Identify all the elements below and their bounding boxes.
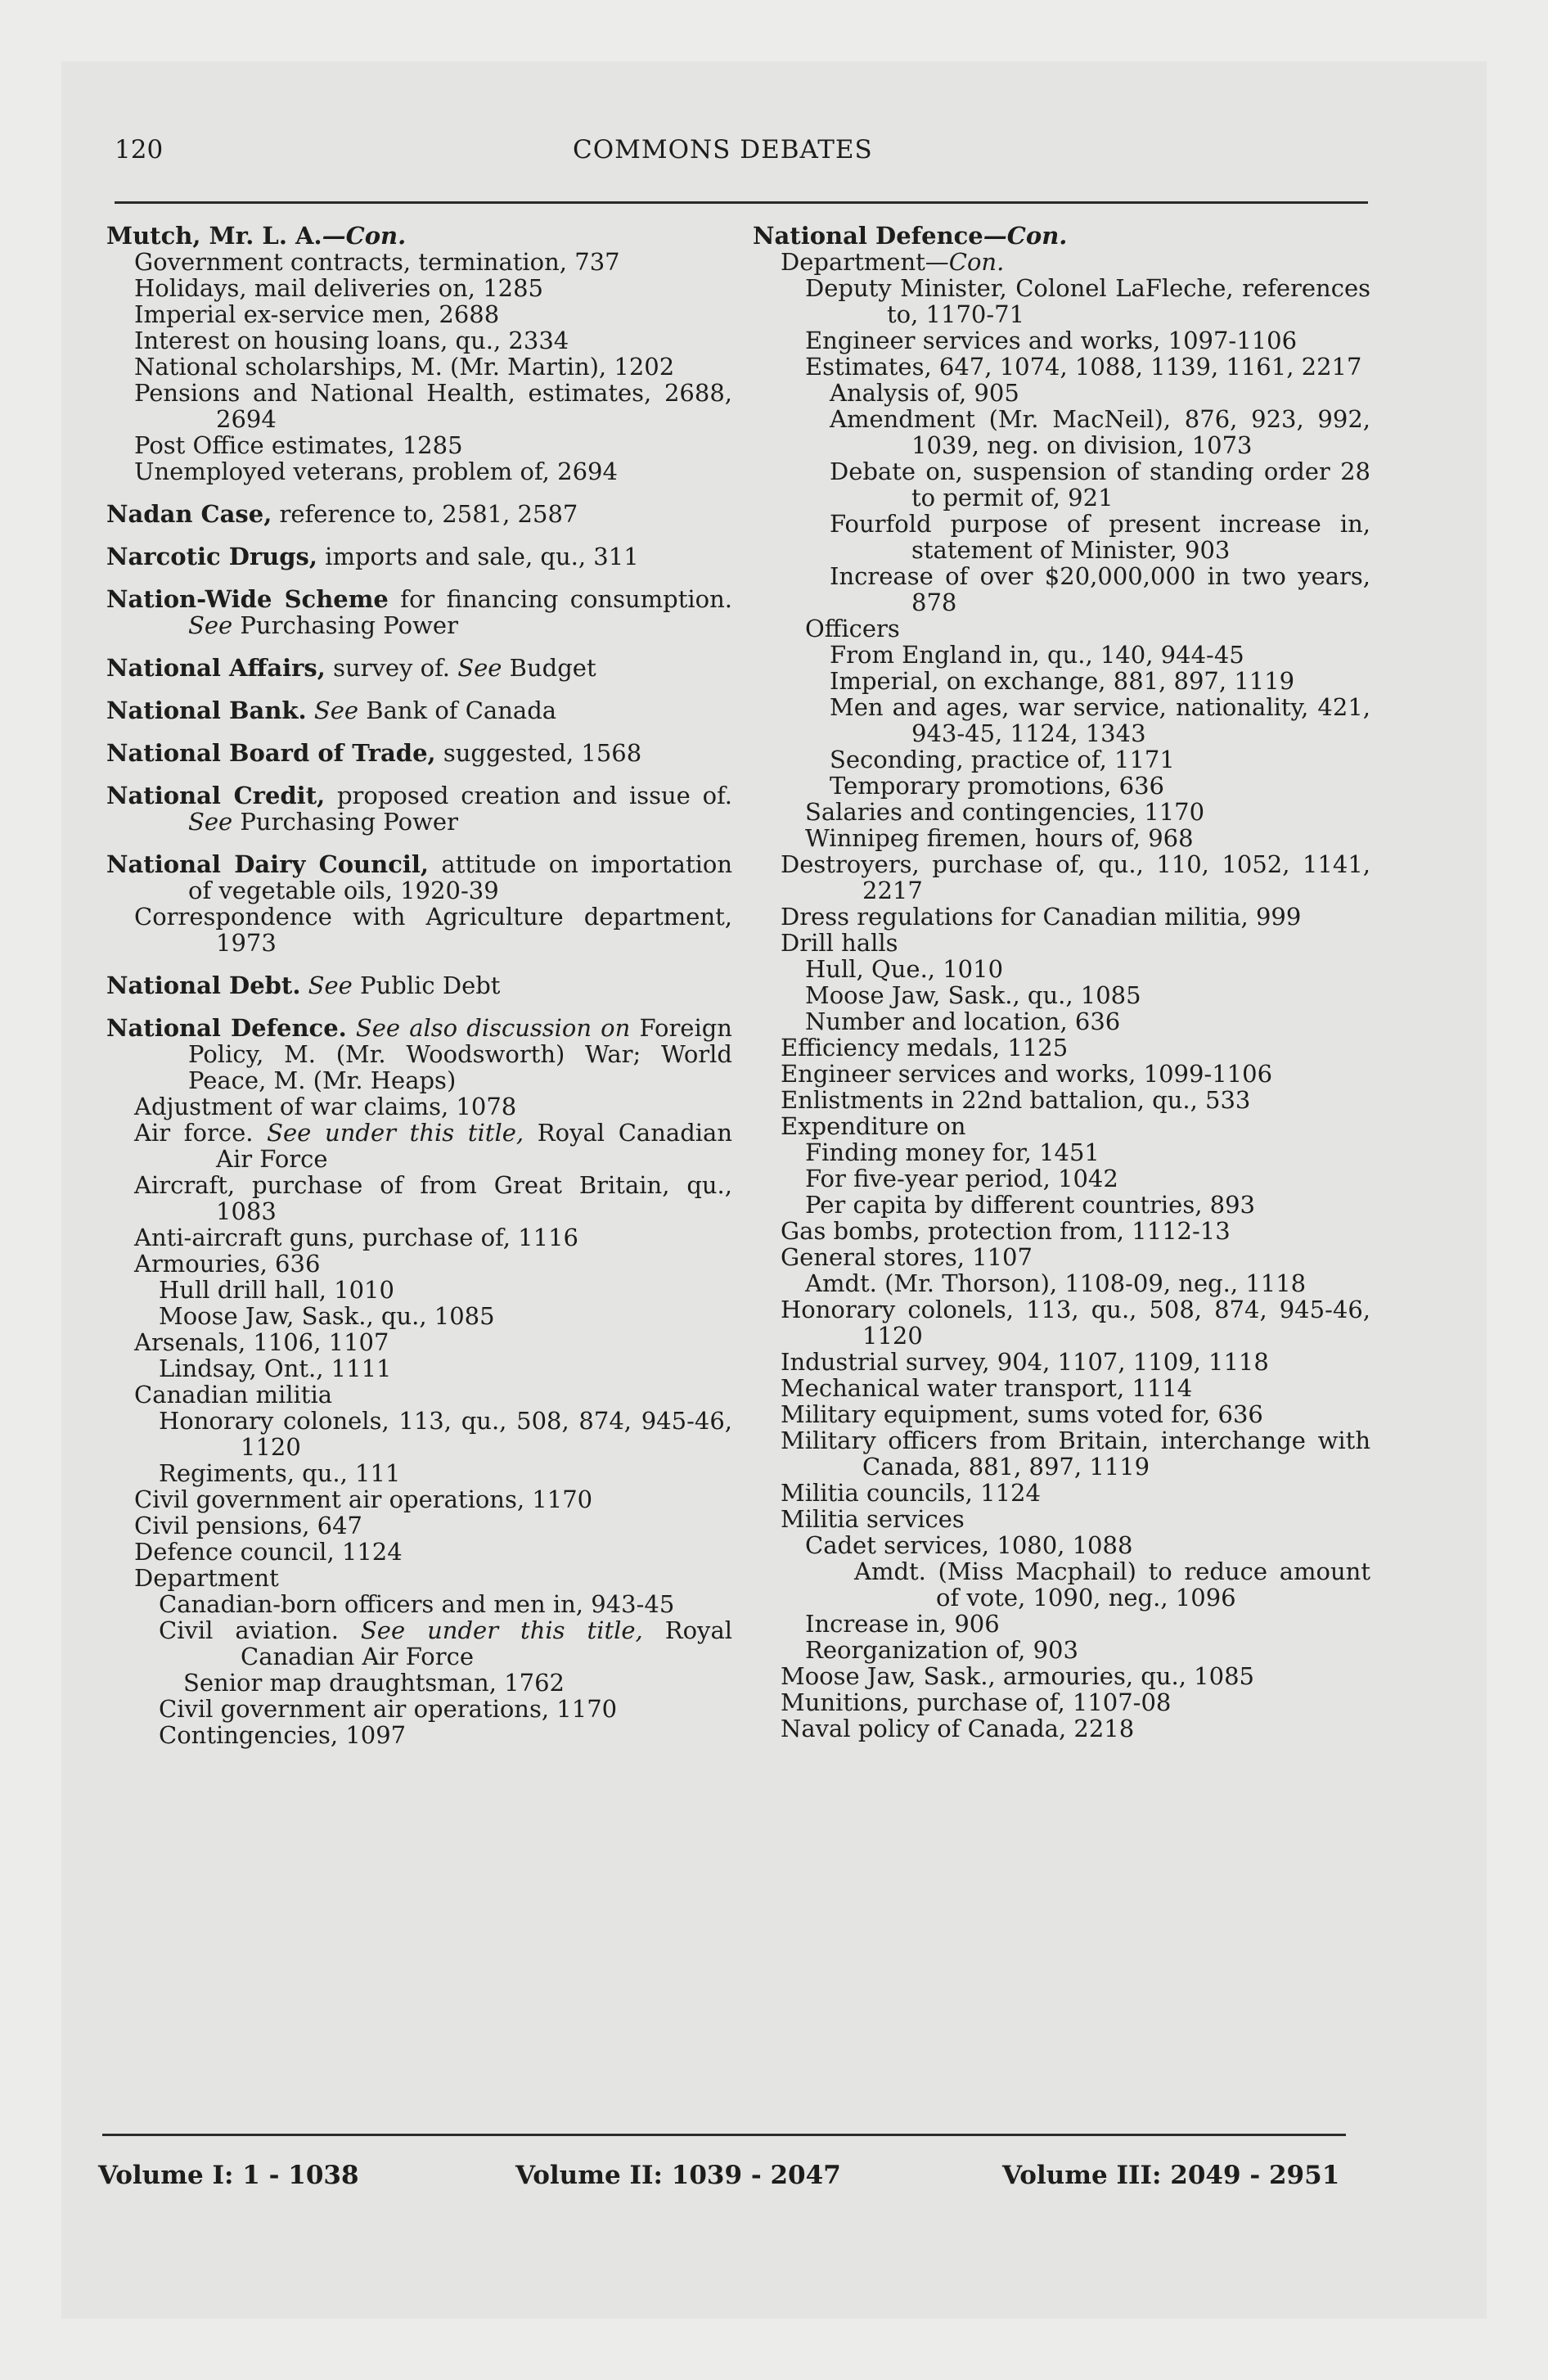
entry-text: Cadet services, 1080, 1088 bbox=[805, 1531, 1133, 1559]
cross-reference: See bbox=[188, 611, 233, 639]
entry-text: Canadian-born officers and men in, 943-45 bbox=[159, 1590, 675, 1618]
entry-text: Engineer services and works, 1097-1106 bbox=[805, 327, 1298, 354]
index-subentry bbox=[753, 1192, 1370, 1218]
index-heading-entry bbox=[106, 586, 732, 638]
index-heading-entry bbox=[106, 223, 732, 249]
entry-text: For five-year period, 1042 bbox=[805, 1165, 1118, 1192]
index-subentry bbox=[106, 904, 732, 956]
entry-text: Moose Jaw, Sask., qu., 1085 bbox=[159, 1302, 495, 1330]
entry-text: Senior map draughtsman, 1762 bbox=[183, 1669, 565, 1697]
index-subentry bbox=[753, 1113, 1370, 1139]
index-subentry bbox=[753, 1506, 1370, 1532]
index-subentry bbox=[753, 1218, 1370, 1244]
index-subentry bbox=[753, 1689, 1370, 1715]
index-subentry bbox=[106, 1696, 732, 1722]
index-heading: National Debt. bbox=[106, 971, 301, 999]
index-heading: National Bank. bbox=[106, 696, 307, 724]
entry-text: Enlistments in 22nd battalion, qu., 533 bbox=[781, 1086, 1251, 1114]
index-subentry bbox=[753, 380, 1370, 406]
entry-text: Department bbox=[134, 1564, 279, 1592]
entry-text: Efficiency medals, 1125 bbox=[781, 1034, 1069, 1062]
entry-text: Defence council, 1124 bbox=[134, 1538, 403, 1566]
index-subentry bbox=[106, 1670, 732, 1696]
index-subentry bbox=[753, 1663, 1370, 1689]
entry-text: Analysis of, 905 bbox=[830, 379, 1019, 407]
entry-text: Salaries and contingencies, 1170 bbox=[805, 798, 1205, 826]
index-subentry bbox=[753, 1008, 1370, 1034]
index-subentry bbox=[753, 825, 1370, 851]
entry-text: Fourfold purpose of present increase in, statement of Minister, 903 bbox=[830, 510, 1370, 564]
index-heading-entry bbox=[106, 972, 732, 998]
cross-reference: See bbox=[308, 971, 353, 999]
index-subentry bbox=[106, 249, 732, 275]
index-subentry bbox=[753, 354, 1370, 380]
index-subentry bbox=[753, 799, 1370, 825]
index-subentry bbox=[106, 432, 732, 458]
index-subentry bbox=[753, 642, 1370, 668]
entry-text: Finding money for, 1451 bbox=[805, 1138, 1100, 1166]
entry-text: Amendment (Mr. MacNeil), 876, 923, 992, 1039, neg. on division, 1073 bbox=[830, 405, 1370, 459]
entry-text: suggested, 1568 bbox=[435, 739, 642, 767]
index-subentry bbox=[106, 1303, 732, 1329]
index-subentry bbox=[753, 851, 1370, 904]
index-subentry bbox=[753, 746, 1370, 773]
entry-text: Contingencies, 1097 bbox=[159, 1721, 407, 1749]
index-subentry bbox=[106, 301, 732, 327]
entry-text: Winnipeg firemen, hours of, 968 bbox=[805, 824, 1194, 852]
index-subentry bbox=[753, 1427, 1370, 1480]
entry-text: General stores, 1107 bbox=[781, 1243, 1033, 1271]
entry-text: Destroyers, purchase of, qu., 110, 1052, 1141, 2217 bbox=[781, 850, 1370, 904]
index-subentry bbox=[106, 1486, 732, 1512]
index-heading-entry bbox=[106, 501, 732, 527]
index-subentry bbox=[106, 380, 732, 432]
entry-text: Pensions and National Health, estimates, 2688, 2694 bbox=[134, 379, 732, 433]
entry-text-continued: Purchasing Power bbox=[232, 611, 458, 639]
index-subentry bbox=[753, 982, 1370, 1008]
index-heading: National Affairs, bbox=[106, 654, 326, 682]
index-subentry bbox=[106, 458, 732, 485]
entry-text: Honorary colonels, 113, qu., 508, 874, 945-46, 1120 bbox=[781, 1296, 1370, 1350]
index-subentry bbox=[106, 354, 732, 380]
entry-text: reference to, 2581, 2587 bbox=[272, 500, 578, 528]
index-subentry bbox=[106, 1382, 732, 1408]
entry-text: Military equipment, sums voted for, 636 bbox=[781, 1400, 1263, 1428]
entry-text-continued: Public Debt bbox=[352, 971, 501, 999]
footer-rule bbox=[102, 2134, 1346, 2136]
left-index-column bbox=[106, 223, 732, 1748]
entry-text: proposed creation and issue of. bbox=[325, 782, 732, 809]
entry-text: Moose Jaw, Sask., qu., 1085 bbox=[805, 981, 1141, 1009]
index-subentry bbox=[753, 1715, 1370, 1742]
index-subentry bbox=[106, 1617, 732, 1670]
index-subentry bbox=[106, 1251, 732, 1277]
footer-volume-3: Volume III: 2049 - 2951 bbox=[1002, 2161, 1340, 2190]
index-heading-entry bbox=[106, 697, 732, 723]
entry-text: Per capita by different countries, 893 bbox=[805, 1191, 1256, 1219]
entry-text: Moose Jaw, Sask., armouries, qu., 1085 bbox=[781, 1662, 1254, 1690]
index-subentry bbox=[753, 406, 1370, 458]
entry-text-continued: Bank of Canada bbox=[358, 696, 557, 724]
index-subentry bbox=[106, 1591, 732, 1617]
entry-text: imports and sale, qu., 311 bbox=[317, 543, 639, 570]
cross-reference: See under this title, bbox=[360, 1616, 643, 1644]
cross-reference: See also discussion on bbox=[355, 1014, 631, 1042]
entry-text: Militia services bbox=[781, 1505, 965, 1533]
index-subentry bbox=[106, 1512, 732, 1539]
entry-text: Civil pensions, 647 bbox=[134, 1512, 362, 1539]
index-subentry bbox=[753, 694, 1370, 746]
entry-text: Lindsay, Ont., 1111 bbox=[159, 1355, 392, 1382]
entry-text: Aircraft, purchase of from Great Britain, qu., 1083 bbox=[134, 1171, 732, 1225]
entry-text: Naval policy of Canada, 2218 bbox=[781, 1715, 1135, 1742]
index-subentry bbox=[753, 1349, 1370, 1375]
index-subentry bbox=[106, 1539, 732, 1565]
entry-text: Mechanical water transport, 1114 bbox=[781, 1374, 1193, 1402]
index-subentry bbox=[753, 1611, 1370, 1637]
index-subentry bbox=[753, 1270, 1370, 1296]
index-heading: National Board of Trade, bbox=[106, 739, 436, 767]
entry-text: Canadian militia bbox=[134, 1381, 333, 1409]
right-index-column bbox=[753, 223, 1370, 1742]
entry-text: Air force. bbox=[134, 1119, 268, 1147]
entry-text: Post Office estimates, 1285 bbox=[134, 431, 463, 459]
entry-text: Arsenals, 1106, 1107 bbox=[134, 1328, 389, 1356]
entry-text: Correspondence with Agriculture department, 1973 bbox=[134, 903, 732, 957]
cross-reference: See bbox=[188, 808, 233, 836]
entry-text: Hull, Que., 1010 bbox=[805, 955, 1004, 983]
entry-text: Expenditure on bbox=[781, 1112, 966, 1140]
entry-text: National scholarships, M. (Mr. Martin), 1202 bbox=[134, 353, 675, 381]
entry-text: survey of. bbox=[325, 654, 458, 682]
entry-text-continued: Royal Canadian Air Force bbox=[241, 1616, 733, 1670]
index-heading-entry bbox=[106, 543, 732, 570]
index-subentry bbox=[106, 1722, 732, 1748]
entry-text: Interest on housing loans, qu., 2334 bbox=[134, 327, 569, 354]
entry-text: Amdt. (Mr. Thorson), 1108-09, neg., 1118 bbox=[805, 1269, 1307, 1297]
entry-text: Increase in, 906 bbox=[805, 1610, 1000, 1638]
page-header bbox=[115, 135, 1366, 176]
index-subentry bbox=[753, 904, 1370, 930]
index-heading: National Dairy Council, bbox=[106, 850, 430, 878]
entry-text: Anti-aircraft guns, purchase of, 1116 bbox=[134, 1224, 578, 1251]
index-subentry bbox=[753, 511, 1370, 563]
index-subentry bbox=[106, 1277, 732, 1303]
entry-text-continued: Purchasing Power bbox=[232, 808, 458, 836]
index-subentry bbox=[106, 1172, 732, 1224]
index-heading-entry bbox=[106, 740, 732, 766]
index-subentry bbox=[106, 1329, 732, 1355]
entry-text: for financing consumption. bbox=[388, 585, 732, 613]
index-subentry bbox=[753, 956, 1370, 982]
footer-volume-2: Volume II: 1039 - 2047 bbox=[515, 2161, 841, 2190]
entry-text: Debate on, suspension of standing order 28 to permit of, 921 bbox=[830, 458, 1370, 512]
header-rule bbox=[115, 201, 1368, 204]
entry-text: Adjustment of war claims, 1078 bbox=[134, 1093, 517, 1120]
index-subentry bbox=[753, 1401, 1370, 1427]
index-heading-entry bbox=[106, 1015, 732, 1093]
index-heading: National Credit, bbox=[106, 782, 326, 809]
entry-text: Deputy Minister, Colonel LaFleche, references to, 1170-71 bbox=[805, 274, 1370, 328]
index-subentry bbox=[753, 1244, 1370, 1270]
index-subentry bbox=[753, 1375, 1370, 1401]
entry-text: Engineer services and works, 1099-1106 bbox=[781, 1060, 1273, 1088]
entry-text: Estimates, 647, 1074, 1088, 1139, 1161, 2217 bbox=[805, 353, 1362, 381]
entry-text-continued: Budget bbox=[502, 654, 596, 682]
entry-text-continued: Royal Canadian Air Force bbox=[216, 1119, 732, 1173]
index-heading: National Defence bbox=[753, 222, 983, 250]
index-heading: Nation-Wide Scheme bbox=[106, 585, 389, 613]
index-subentry bbox=[106, 1355, 732, 1382]
cross-reference: See bbox=[457, 654, 502, 682]
index-subentry bbox=[753, 1558, 1370, 1611]
entry-text bbox=[347, 1014, 356, 1042]
entry-text-continued: Foreign Policy, M. (Mr. Woodsworth) War; World Peace, M. (Mr. Heaps) bbox=[188, 1014, 732, 1094]
index-subentry bbox=[753, 1637, 1370, 1663]
cross-reference: See under this title, bbox=[267, 1119, 524, 1147]
index-subentry bbox=[753, 1087, 1370, 1113]
entry-text: Increase of over $20,000,000 in two years, 878 bbox=[830, 562, 1370, 616]
entry-text: Munitions, purchase of, 1107-08 bbox=[781, 1688, 1172, 1716]
entry-text: Imperial ex-service men, 2688 bbox=[134, 300, 500, 328]
entry-text: attitude on importation of vegetable oils, 1920-39 bbox=[188, 850, 733, 904]
entry-text: Drill halls bbox=[781, 929, 898, 957]
index-subentry bbox=[106, 1565, 732, 1591]
index-subentry bbox=[106, 275, 732, 301]
index-subentry bbox=[753, 563, 1370, 615]
entry-text: Unemployed veterans, problem of, 2694 bbox=[134, 458, 618, 485]
index-heading-entry bbox=[106, 782, 732, 835]
index-subentry bbox=[753, 1165, 1370, 1192]
index-subentry bbox=[753, 1532, 1370, 1558]
index-subentry bbox=[106, 327, 732, 354]
entry-text: Regiments, qu., 111 bbox=[159, 1459, 401, 1487]
page-number: 120 bbox=[115, 135, 164, 165]
entry-text: Men and ages, war service, nationality, 421, 943-45, 1124, 1343 bbox=[830, 693, 1370, 747]
index-heading-entry bbox=[753, 223, 1370, 249]
index-heading-entry bbox=[106, 655, 732, 681]
entry-text: Civil government air operations, 1170 bbox=[159, 1695, 618, 1723]
entry-text: Temporary promotions, 636 bbox=[830, 772, 1164, 800]
index-subentry bbox=[753, 668, 1370, 694]
entry-text: Government contracts, termination, 737 bbox=[134, 248, 620, 276]
entry-text bbox=[300, 971, 308, 999]
index-subentry bbox=[753, 1139, 1370, 1165]
entry-text: Seconding, practice of, 1171 bbox=[830, 746, 1175, 773]
index-subentry bbox=[106, 1408, 732, 1460]
entry-text: Department— bbox=[781, 248, 949, 276]
index-subentry bbox=[753, 275, 1370, 327]
cross-reference: See bbox=[313, 696, 359, 724]
entry-text: Civil aviation. bbox=[159, 1616, 361, 1644]
cross-reference: Con. bbox=[948, 248, 1005, 276]
continued-marker: —Con. bbox=[983, 222, 1068, 250]
index-heading: Narcotic Drugs, bbox=[106, 543, 317, 570]
entry-text: Imperial, on exchange, 881, 897, 1119 bbox=[830, 667, 1295, 695]
entry-text: Industrial survey, 904, 1107, 1109, 1118 bbox=[781, 1348, 1269, 1376]
entry-text: Gas bombs, protection from, 1112-13 bbox=[781, 1217, 1231, 1245]
entry-text: Hull drill hall, 1010 bbox=[159, 1276, 394, 1304]
index-heading-entry bbox=[106, 851, 732, 904]
index-subentry bbox=[753, 615, 1370, 642]
entry-text: Military officers from Britain, interchange with Canada, 881, 897, 1119 bbox=[781, 1427, 1370, 1481]
index-subentry bbox=[753, 1480, 1370, 1506]
index-subentry bbox=[753, 327, 1370, 354]
index-subentry bbox=[106, 1460, 732, 1486]
page-title: COMMONS DEBATES bbox=[573, 135, 873, 165]
index-heading: Nadan Case, bbox=[106, 500, 272, 528]
footer-volume-1: Volume I: 1 - 1038 bbox=[98, 2161, 359, 2190]
entry-text: Dress regulations for Canadian militia, 999 bbox=[781, 903, 1302, 931]
index-subentry bbox=[106, 1120, 732, 1172]
entry-text: Civil government air operations, 1170 bbox=[134, 1485, 593, 1513]
entry-text: Number and location, 636 bbox=[805, 1007, 1121, 1035]
index-heading: National Defence. bbox=[106, 1014, 347, 1042]
entry-text: Holidays, mail deliveries on, 1285 bbox=[134, 274, 544, 302]
index-heading: Mutch, Mr. L. A. bbox=[106, 222, 322, 250]
entry-text: Officers bbox=[805, 615, 900, 642]
index-subentry bbox=[753, 1296, 1370, 1349]
entry-text: From England in, qu., 140, 944-45 bbox=[830, 641, 1244, 669]
index-subentry bbox=[753, 1034, 1370, 1061]
index-subentry bbox=[753, 1061, 1370, 1087]
entry-text: Honorary colonels, 113, qu., 508, 874, 945-46, 1120 bbox=[159, 1407, 732, 1461]
entry-text bbox=[307, 696, 314, 724]
entry-text: Armouries, 636 bbox=[134, 1250, 321, 1278]
index-subentry bbox=[753, 930, 1370, 956]
entry-text: Reorganization of, 903 bbox=[805, 1636, 1078, 1664]
index-subentry bbox=[753, 458, 1370, 511]
index-subentry bbox=[106, 1224, 732, 1251]
continued-marker: —Con. bbox=[322, 222, 407, 250]
index-subentry bbox=[753, 773, 1370, 799]
index-subentry bbox=[753, 249, 1370, 275]
entry-text: Militia councils, 1124 bbox=[781, 1479, 1041, 1507]
index-subentry bbox=[106, 1093, 732, 1120]
entry-text: Amdt. (Miss Macphail) to reduce amount of vote, 1090, neg., 1096 bbox=[854, 1557, 1370, 1611]
